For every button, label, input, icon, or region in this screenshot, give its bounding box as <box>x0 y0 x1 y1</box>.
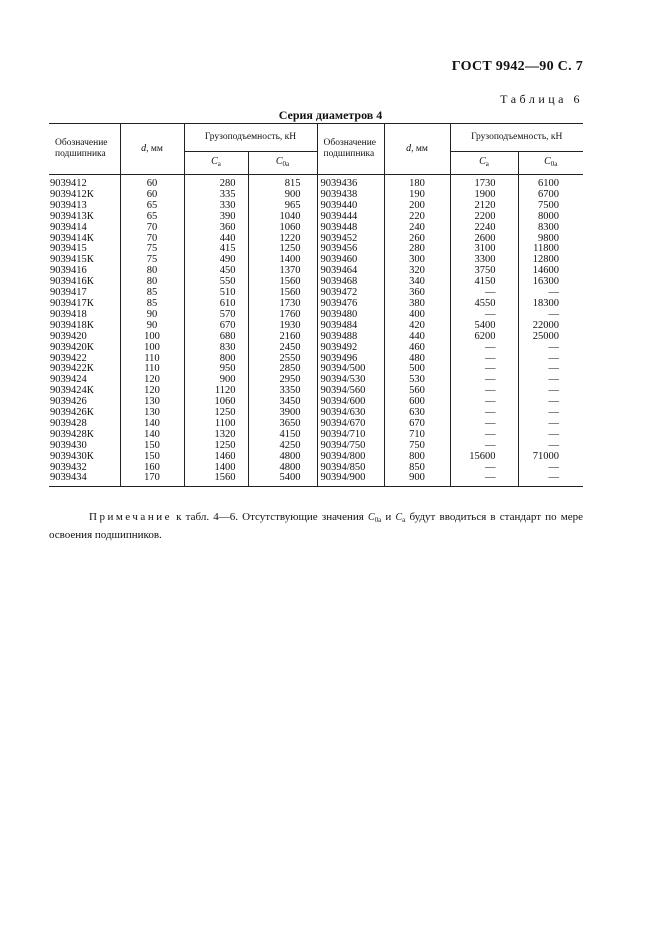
ca-cell: — <box>450 419 518 430</box>
ca-cell: — <box>450 354 518 365</box>
c0a-cell: 965 <box>248 201 317 212</box>
c0a-cell: 3900 <box>248 408 317 419</box>
ca-cell: — <box>450 364 518 375</box>
d-cell: 100 <box>120 332 184 343</box>
ca-cell: 1320 <box>184 430 248 441</box>
c0a-cell: 2450 <box>248 343 317 354</box>
designation-cell: 9039438 <box>317 190 384 201</box>
d-cell: 220 <box>384 212 450 223</box>
header-d-right <box>384 124 450 175</box>
c0a-cell: 1730 <box>248 299 317 310</box>
ca-cell: 680 <box>184 332 248 343</box>
table-row <box>49 190 583 201</box>
designation-cell: 9039416К <box>50 276 94 288</box>
designation-cell: 9039412 <box>50 178 87 189</box>
designation-cell: 9039420 <box>50 330 87 342</box>
table-row <box>49 223 583 234</box>
c0a-cell: 14600 <box>518 266 583 277</box>
ca-cell: 670 <box>184 321 248 332</box>
bearing-table-container <box>49 123 583 487</box>
c0a-cell: — <box>518 343 583 354</box>
c0a-cell: 4800 <box>248 463 317 474</box>
table-row <box>49 397 583 408</box>
d-cell: 60 <box>120 175 184 190</box>
d-cell: 85 <box>120 299 184 310</box>
d-cell: 300 <box>384 255 450 266</box>
designation-cell: 9039452 <box>317 234 384 245</box>
d-cell: 80 <box>120 266 184 277</box>
ca-cell: 950 <box>184 364 248 375</box>
table-row <box>49 354 583 365</box>
d-cell: 75 <box>120 255 184 266</box>
designation-cell: 9039414 <box>50 221 87 233</box>
table-row <box>49 310 583 321</box>
d-cell: 480 <box>384 354 450 365</box>
c0a-cell: 5400 <box>248 473 317 486</box>
table-row <box>49 408 583 419</box>
ca-cell: 1400 <box>184 463 248 474</box>
note-label: Примечание <box>89 511 172 523</box>
c0a-cell: 1370 <box>248 266 317 277</box>
c0a-cell: — <box>518 441 583 452</box>
d-cell: 280 <box>384 244 450 255</box>
d-cell: 70 <box>120 234 184 245</box>
c0a-cell: — <box>518 430 583 441</box>
designation-cell: 90394/600 <box>317 397 384 408</box>
c0a-cell: 3650 <box>248 419 317 430</box>
ca-cell: 510 <box>184 288 248 299</box>
designation-cell: 9039472 <box>317 288 384 299</box>
designation-cell: 9039422 <box>50 352 87 364</box>
ca-cell: 15600 <box>450 452 518 463</box>
c0a-cell: — <box>518 288 583 299</box>
d-cell: 90 <box>120 310 184 321</box>
table-row <box>49 463 583 474</box>
ca-cell: 280 <box>184 175 248 190</box>
designation-cell: 9039456 <box>317 244 384 255</box>
designation-cell: 9039413К <box>50 210 94 222</box>
designation-cell: 9039417 <box>50 287 87 299</box>
designation-cell: 9039426 <box>50 396 87 408</box>
ca-cell: 1900 <box>450 190 518 201</box>
ca-cell: — <box>450 375 518 386</box>
designation-cell: 90394/670 <box>317 419 384 430</box>
ca-cell: — <box>450 397 518 408</box>
ca-cell: 1560 <box>184 473 248 486</box>
header-designation-right: Обозначение подшипника <box>317 124 384 175</box>
d-cell: 900 <box>384 473 450 486</box>
ca-cell: 4550 <box>450 299 518 310</box>
d-cell: 170 <box>120 473 184 486</box>
table-body <box>49 175 583 487</box>
ca-cell: — <box>450 288 518 299</box>
header-c0a-left: $C_{0a}$ <box>248 152 317 175</box>
table-row <box>49 201 583 212</box>
ca-cell: 1100 <box>184 419 248 430</box>
ca-cell: 360 <box>184 223 248 234</box>
c0a-cell: 71000 <box>518 452 583 463</box>
c0a-cell: 8300 <box>518 223 583 234</box>
d-cell: 200 <box>384 201 450 212</box>
ca-cell: — <box>450 430 518 441</box>
ca-cell: 800 <box>184 354 248 365</box>
table-row <box>49 375 583 386</box>
designation-cell: 9039428 <box>50 417 87 429</box>
series-title: Серия диаметров 4 <box>278 108 383 122</box>
c0a-cell: 2850 <box>248 364 317 375</box>
table-row <box>49 175 583 190</box>
d-cell: 85 <box>120 288 184 299</box>
designation-cell: 9039444 <box>317 212 384 223</box>
table-row <box>49 386 583 397</box>
c0a-cell: — <box>518 364 583 375</box>
table-row <box>49 212 583 223</box>
designation-cell: 9039420К <box>50 341 94 353</box>
d-cell: 150 <box>120 452 184 463</box>
table-row <box>49 419 583 430</box>
designation-cell: 9039424 <box>50 374 87 386</box>
c0a-cell: 1220 <box>248 234 317 245</box>
ca-cell: 1460 <box>184 452 248 463</box>
d-cell: 160 <box>120 463 184 474</box>
table-row <box>49 234 583 245</box>
designation-cell: 9039430К <box>50 450 94 462</box>
ca-cell: 335 <box>184 190 248 201</box>
c0a-cell: 1040 <box>248 212 317 223</box>
designation-cell: 90394/530 <box>317 375 384 386</box>
table-row <box>49 288 583 299</box>
designation-cell: 9039488 <box>317 332 384 343</box>
d-cell: 460 <box>384 343 450 354</box>
c0a-cell: 3450 <box>248 397 317 408</box>
ca-cell: 3750 <box>450 266 518 277</box>
designation-cell: 9039428К <box>50 428 94 440</box>
d-cell: 670 <box>384 419 450 430</box>
d-cell: 530 <box>384 375 450 386</box>
d-cell: 130 <box>120 397 184 408</box>
c0a-cell: 11800 <box>518 244 583 255</box>
c0a-cell: — <box>518 375 583 386</box>
d-cell: 500 <box>384 364 450 375</box>
designation-cell: 9039415 <box>50 243 87 255</box>
ca-cell: 2200 <box>450 212 518 223</box>
ca-cell: 4150 <box>450 277 518 288</box>
d-cell: 190 <box>384 190 450 201</box>
c0a-cell: 2950 <box>248 375 317 386</box>
ca-cell: 5400 <box>450 321 518 332</box>
bearing-table <box>49 123 583 487</box>
d-cell: 75 <box>120 244 184 255</box>
c0a-cell: — <box>518 354 583 365</box>
c0a-cell: 1060 <box>248 223 317 234</box>
c0a-cell: 1250 <box>248 244 317 255</box>
ca-cell: 1250 <box>184 408 248 419</box>
d-cell: 180 <box>384 175 450 190</box>
table-row <box>49 332 583 343</box>
c0a-cell: 4150 <box>248 430 317 441</box>
d-cell: 260 <box>384 234 450 245</box>
ca-cell: 1120 <box>184 386 248 397</box>
ca-cell: 440 <box>184 234 248 245</box>
designation-cell: 9039440 <box>317 201 384 212</box>
c0a-cell: 1930 <box>248 321 317 332</box>
header-capacity-left: Грузоподъемность, кН <box>184 124 317 152</box>
d-cell: 90 <box>120 321 184 332</box>
designation-cell: 9039496 <box>317 354 384 365</box>
ca-cell: 6200 <box>450 332 518 343</box>
document-reference: ГОСТ 9942—90 С. 7 <box>451 59 583 74</box>
d-cell: 710 <box>384 430 450 441</box>
ca-cell: — <box>450 473 518 486</box>
table-row <box>49 473 583 486</box>
d-cell: 110 <box>120 364 184 375</box>
d-cell: 750 <box>384 441 450 452</box>
d-cell: 140 <box>120 430 184 441</box>
c0a-cell: 4800 <box>248 452 317 463</box>
c0a-cell: 2160 <box>248 332 317 343</box>
c0a-cell: 3350 <box>248 386 317 397</box>
designation-cell: 90394/750 <box>317 441 384 452</box>
designation-cell: 9039416 <box>50 265 87 277</box>
d-cell: 65 <box>120 201 184 212</box>
c0a-cell: 815 <box>248 175 317 190</box>
d-symbol: d <box>406 143 412 154</box>
d-cell: 150 <box>120 441 184 452</box>
designation-cell: 90394/630 <box>317 408 384 419</box>
designation-cell: 9039448 <box>317 223 384 234</box>
designation-cell: 9039460 <box>317 255 384 266</box>
table-row <box>49 321 583 332</box>
ca-cell: 390 <box>184 212 248 223</box>
c0a-cell: 6700 <box>518 190 583 201</box>
designation-cell: 90394/800 <box>317 452 384 463</box>
ca-cell: 490 <box>184 255 248 266</box>
d-cell: 800 <box>384 452 450 463</box>
d-unit: , мм <box>146 144 163 154</box>
d-unit: , мм <box>411 144 428 154</box>
table-row <box>49 441 583 452</box>
designation-cell: 9039417К <box>50 297 94 309</box>
designation-cell: 9039468 <box>317 277 384 288</box>
designation-cell: 9039430 <box>50 439 87 451</box>
d-cell: 380 <box>384 299 450 310</box>
table-row <box>49 266 583 277</box>
header-d-left <box>120 124 184 175</box>
c0a-cell: 16300 <box>518 277 583 288</box>
ca-cell: — <box>450 310 518 321</box>
designation-cell: 9039436 <box>317 175 384 190</box>
c0a-cell: — <box>518 419 583 430</box>
designation-cell: 9039414К <box>50 232 94 244</box>
header-designation-left: Обозначение подшипника <box>49 124 120 175</box>
designation-cell: 9039492 <box>317 343 384 354</box>
d-cell: 850 <box>384 463 450 474</box>
ca-cell: 450 <box>184 266 248 277</box>
d-cell: 120 <box>120 375 184 386</box>
designation-cell: 90394/560 <box>317 386 384 397</box>
designation-cell: 9039476 <box>317 299 384 310</box>
c0a-cell: 9800 <box>518 234 583 245</box>
ca-cell: 550 <box>184 277 248 288</box>
d-cell: 360 <box>384 288 450 299</box>
table-row <box>49 255 583 266</box>
c0a-cell: 7500 <box>518 201 583 212</box>
table-row <box>49 364 583 375</box>
d-cell: 120 <box>120 386 184 397</box>
table-label: Таблица 6 <box>500 92 583 106</box>
ca-cell: 1730 <box>450 175 518 190</box>
ca-cell: 830 <box>184 343 248 354</box>
ca-cell: 3300 <box>450 255 518 266</box>
table-row <box>49 452 583 463</box>
d-symbol: d <box>141 143 147 154</box>
designation-cell: 90394/850 <box>317 463 384 474</box>
d-cell: 600 <box>384 397 450 408</box>
c0a-cell: 900 <box>248 190 317 201</box>
c0a-cell: 12800 <box>518 255 583 266</box>
designation-cell: 9039480 <box>317 310 384 321</box>
c0a-cell: 1560 <box>248 288 317 299</box>
designation-cell: 9039484 <box>317 321 384 332</box>
ca-cell: — <box>450 441 518 452</box>
d-cell: 400 <box>384 310 450 321</box>
table-row <box>49 430 583 441</box>
c0a-cell: 18300 <box>518 299 583 310</box>
d-cell: 70 <box>120 223 184 234</box>
c0a-cell: 2550 <box>248 354 317 365</box>
designation-cell: 90394/500 <box>317 364 384 375</box>
d-cell: 630 <box>384 408 450 419</box>
d-cell: 320 <box>384 266 450 277</box>
ca-cell: 1250 <box>184 441 248 452</box>
header-ca-left: $C_a$ <box>184 152 248 175</box>
designation-cell: 9039422К <box>50 363 94 375</box>
c0a-cell: — <box>518 310 583 321</box>
designation-cell: 9039426К <box>50 407 94 419</box>
c0a-cell: 1760 <box>248 310 317 321</box>
designation-cell: 9039412К <box>50 188 94 200</box>
ca-cell: 1060 <box>184 397 248 408</box>
ca-cell: 330 <box>184 201 248 212</box>
ca-cell: 900 <box>184 375 248 386</box>
ca-cell: — <box>450 343 518 354</box>
table-row <box>49 277 583 288</box>
c0a-cell: 4250 <box>248 441 317 452</box>
c0a-cell: 1400 <box>248 255 317 266</box>
d-cell: 60 <box>120 190 184 201</box>
d-cell: 340 <box>384 277 450 288</box>
d-cell: 440 <box>384 332 450 343</box>
ca-cell: 2120 <box>450 201 518 212</box>
ca-cell: 2240 <box>450 223 518 234</box>
d-cell: 110 <box>120 354 184 365</box>
c0a-cell: 8000 <box>518 212 583 223</box>
table-row <box>49 343 583 354</box>
designation-cell: 9039434 <box>50 472 87 484</box>
designation-cell: 90394/710 <box>317 430 384 441</box>
designation-cell: 9039432 <box>50 461 87 473</box>
d-cell: 65 <box>120 212 184 223</box>
d-cell: 100 <box>120 343 184 354</box>
c0a-cell: 22000 <box>518 321 583 332</box>
ca-cell: 3100 <box>450 244 518 255</box>
c0a-cell: — <box>518 473 583 486</box>
designation-cell: 9039464 <box>317 266 384 277</box>
table-note: Примечание к табл. 4—6. Отсутствующие значения $C_{0a}$ и $C_a$ будут вводиться в стандарт по мере освоения подшипников. <box>49 511 583 541</box>
ca-cell: 610 <box>184 299 248 310</box>
designation-cell: 9039418 <box>50 308 87 320</box>
header-ca-right: $C_a$ <box>450 152 518 175</box>
ca-cell: 2600 <box>450 234 518 245</box>
d-cell: 140 <box>120 419 184 430</box>
header-capacity-right: Грузоподъемность, кН <box>450 124 583 152</box>
c0a-cell: 25000 <box>518 332 583 343</box>
d-cell: 240 <box>384 223 450 234</box>
c0a-cell: — <box>518 463 583 474</box>
table-row <box>49 244 583 255</box>
ca-cell: 570 <box>184 310 248 321</box>
d-cell: 560 <box>384 386 450 397</box>
ca-cell: — <box>450 463 518 474</box>
designation-cell: 9039415К <box>50 254 94 266</box>
designation-cell: 9039413 <box>50 199 87 211</box>
c0a-cell: — <box>518 408 583 419</box>
ca-cell: 415 <box>184 244 248 255</box>
c0a-cell: 6100 <box>518 175 583 190</box>
d-cell: 80 <box>120 277 184 288</box>
d-cell: 130 <box>120 408 184 419</box>
d-cell: 420 <box>384 321 450 332</box>
table-row <box>49 299 583 310</box>
c0a-cell: — <box>518 397 583 408</box>
header-c0a-right: $C_{0a}$ <box>518 152 583 175</box>
c0a-cell: — <box>518 386 583 397</box>
ca-cell: — <box>450 408 518 419</box>
c0a-cell: 1560 <box>248 277 317 288</box>
designation-cell: 90394/900 <box>317 473 384 486</box>
ca-cell: — <box>450 386 518 397</box>
designation-cell: 9039418К <box>50 319 94 331</box>
designation-cell: 9039424К <box>50 385 94 397</box>
